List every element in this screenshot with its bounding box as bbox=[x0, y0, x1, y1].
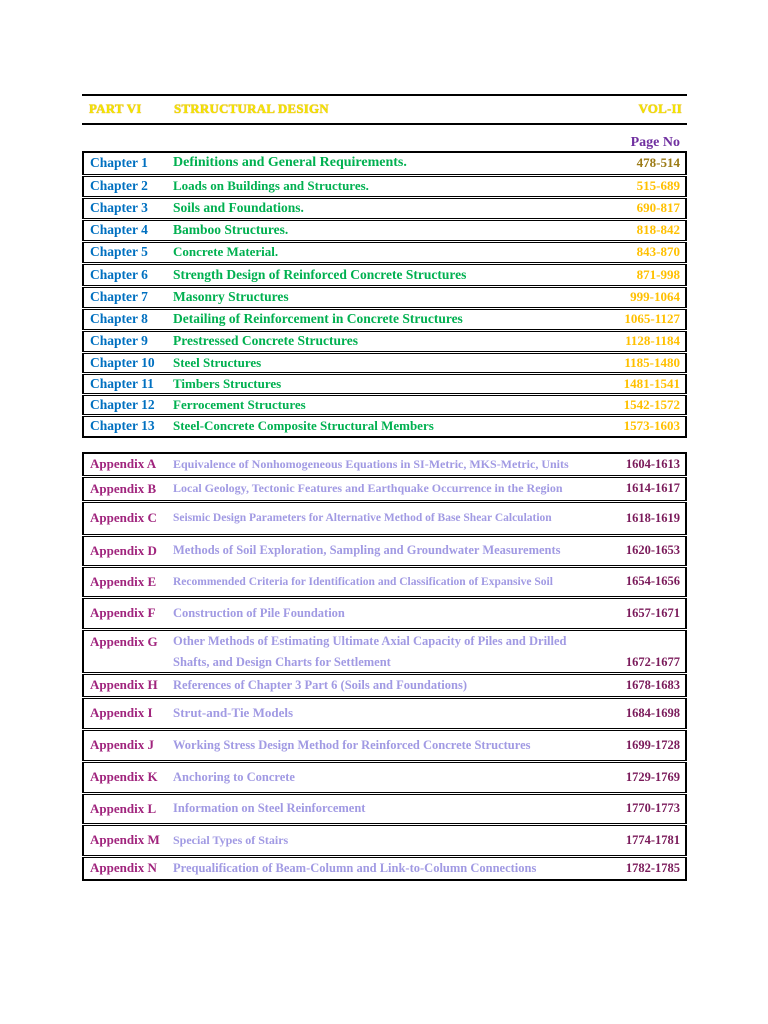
table-row bbox=[83, 373, 686, 394]
table-row bbox=[83, 476, 686, 501]
table-row bbox=[83, 597, 686, 629]
chapter-label: Chapter 6 bbox=[83, 263, 167, 286]
chapter-label: Chapter 1 bbox=[83, 152, 167, 175]
appendix-pages: 1618-1619 bbox=[608, 501, 686, 535]
chapter-pages: 1573-1603 bbox=[598, 415, 686, 437]
table-row bbox=[83, 673, 686, 697]
chapter-title: Timbers Structures bbox=[167, 373, 598, 394]
appendix-title: Methods of Soil Exploration, Sampling and Groundwater Measurements bbox=[167, 535, 608, 566]
chapter-pages: 999-1064 bbox=[598, 286, 686, 308]
table-row bbox=[83, 152, 686, 175]
appendix-pages: 1699-1728 bbox=[608, 729, 686, 761]
appendix-label: Appendix L bbox=[83, 793, 167, 824]
chapter-title: Concrete Material. bbox=[167, 241, 598, 263]
chapter-title: Steel-Concrete Composite Structural Members bbox=[167, 415, 598, 437]
appendix-label: Appendix G bbox=[83, 629, 167, 653]
appendix-title: Recommended Criteria for Identification and Classification of Expansive Soil bbox=[167, 566, 608, 597]
appendix-pages: 1614-1617 bbox=[608, 476, 686, 501]
appendix-title: Other Methods of Estimating Ultimate Axial Capacity of Piles and Drilled bbox=[167, 629, 686, 653]
appendix-pages: 1770-1773 bbox=[608, 793, 686, 824]
chapter-title: Definitions and General Requirements. bbox=[167, 152, 598, 175]
table-row bbox=[83, 352, 686, 373]
table-row bbox=[83, 219, 686, 241]
appendix-title: Special Types of Stairs bbox=[167, 824, 608, 856]
appendix-pages: 1604-1613 bbox=[608, 453, 686, 476]
appendix-pages: 1684-1698 bbox=[608, 697, 686, 729]
chapter-pages: 690-817 bbox=[598, 197, 686, 219]
chapter-title: Soils and Foundations. bbox=[167, 197, 598, 219]
chapter-title: Steel Structures bbox=[167, 352, 598, 373]
chapter-pages: 1481-1541 bbox=[598, 373, 686, 394]
part-label: PART VI bbox=[89, 101, 142, 116]
table-row bbox=[83, 793, 686, 824]
appendix-label: Appendix C bbox=[83, 501, 167, 535]
table-row bbox=[83, 263, 686, 286]
part-title: STRRUCTURAL DESIGN bbox=[174, 101, 329, 116]
header-bottom-rule bbox=[82, 123, 687, 125]
appendix-label: Appendix A bbox=[83, 453, 167, 476]
table-row bbox=[83, 330, 686, 352]
chapter-label: Chapter 11 bbox=[83, 373, 167, 394]
empty-cell bbox=[83, 653, 167, 673]
appendix-pages: 1672-1677 bbox=[608, 653, 686, 673]
table-row bbox=[83, 761, 686, 793]
appendix-title: Strut-and-Tie Models bbox=[167, 697, 608, 729]
table-row bbox=[83, 453, 686, 476]
chapter-label: Chapter 13 bbox=[83, 415, 167, 437]
appendix-label: Appendix N bbox=[83, 856, 167, 880]
table-row bbox=[83, 824, 686, 856]
appendix-label: Appendix F bbox=[83, 597, 167, 629]
appendix-pages: 1782-1785 bbox=[608, 856, 686, 880]
appendix-title: Local Geology, Tectonic Features and Earthquake Occurrence in the Region bbox=[167, 476, 608, 501]
appendix-title: Prequalification of Beam-Column and Link-to-Column Connections bbox=[167, 856, 608, 880]
chapter-label: Chapter 8 bbox=[83, 308, 167, 330]
chapter-pages: 1542-1572 bbox=[598, 394, 686, 415]
chapter-label: Chapter 9 bbox=[83, 330, 167, 352]
table-row bbox=[83, 566, 686, 597]
appendix-pages: 1729-1769 bbox=[608, 761, 686, 793]
appendix-title: Anchoring to Concrete bbox=[167, 761, 608, 793]
appendix-label: Appendix K bbox=[83, 761, 167, 793]
chapter-label: Chapter 12 bbox=[83, 394, 167, 415]
chapter-title: Ferrocement Structures bbox=[167, 394, 598, 415]
table-row bbox=[83, 308, 686, 330]
chapter-pages: 871-998 bbox=[598, 263, 686, 286]
appendix-label: Appendix D bbox=[83, 535, 167, 566]
table-row bbox=[83, 856, 686, 880]
table-row bbox=[83, 729, 686, 761]
table-row bbox=[83, 286, 686, 308]
appendix-title: Construction of Pile Foundation bbox=[167, 597, 608, 629]
appendix-title-continued: Shafts, and Design Charts for Settlement bbox=[167, 653, 608, 673]
chapter-pages: 818-842 bbox=[598, 219, 686, 241]
chapter-label: Chapter 3 bbox=[83, 197, 167, 219]
table-row bbox=[83, 697, 686, 729]
chapter-label: Chapter 2 bbox=[83, 175, 167, 197]
table-row bbox=[83, 501, 686, 535]
chapter-label: Chapter 7 bbox=[83, 286, 167, 308]
appendix-title: Information on Steel Reinforcement bbox=[167, 793, 608, 824]
chapter-title: Bamboo Structures. bbox=[167, 219, 598, 241]
appendix-title: Seismic Design Parameters for Alternative Method of Base Shear Calculation bbox=[167, 501, 608, 535]
appendix-title: References of Chapter 3 Part 6 (Soils and Foundations) bbox=[167, 673, 608, 697]
table-row bbox=[83, 415, 686, 437]
appendix-label: Appendix M bbox=[83, 824, 167, 856]
chapter-label: Chapter 4 bbox=[83, 219, 167, 241]
appendices-table bbox=[82, 452, 687, 881]
chapter-title: Loads on Buildings and Structures. bbox=[167, 175, 598, 197]
chapter-pages: 843-870 bbox=[598, 241, 686, 263]
table-row bbox=[83, 197, 686, 219]
appendix-pages: 1654-1656 bbox=[608, 566, 686, 597]
chapter-pages: 515-689 bbox=[598, 175, 686, 197]
appendix-label: Appendix E bbox=[83, 566, 167, 597]
chapter-label: Chapter 5 bbox=[83, 241, 167, 263]
appendix-label: Appendix J bbox=[83, 729, 167, 761]
chapter-title: Masonry Structures bbox=[167, 286, 598, 308]
chapter-label: Chapter 10 bbox=[83, 352, 167, 373]
table-row bbox=[83, 535, 686, 566]
appendix-label: Appendix I bbox=[83, 697, 167, 729]
header-top-rule bbox=[82, 94, 687, 96]
chapter-pages: 478-514 bbox=[598, 152, 686, 175]
chapter-title: Prestressed Concrete Structures bbox=[167, 330, 598, 352]
chapters-table bbox=[82, 151, 687, 438]
chapter-pages: 1128-1184 bbox=[598, 330, 686, 352]
chapter-title: Detailing of Reinforcement in Concrete Structures bbox=[167, 308, 598, 330]
appendix-pages: 1620-1653 bbox=[608, 535, 686, 566]
chapter-pages: 1065-1127 bbox=[598, 308, 686, 330]
appendix-label: Appendix H bbox=[83, 673, 167, 697]
chapter-pages: 1185-1480 bbox=[598, 352, 686, 373]
table-row bbox=[83, 175, 686, 197]
appendix-pages: 1657-1671 bbox=[608, 597, 686, 629]
table-row bbox=[83, 241, 686, 263]
table-row bbox=[83, 394, 686, 415]
appendix-pages: 1678-1683 bbox=[608, 673, 686, 697]
appendix-title: Equivalence of Nonhomogeneous Equations in SI-Metric, MKS-Metric, Units bbox=[167, 453, 608, 476]
appendix-title: Working Stress Design Method for Reinforced Concrete Structures bbox=[167, 729, 608, 761]
chapter-title: Strength Design of Reinforced Concrete Structures bbox=[167, 263, 598, 286]
page-no-heading: Page No bbox=[630, 135, 680, 150]
table-row bbox=[83, 653, 686, 673]
table-row bbox=[83, 629, 686, 653]
volume-label: VOL-II bbox=[638, 101, 682, 116]
appendix-label: Appendix B bbox=[83, 476, 167, 501]
appendix-pages: 1774-1781 bbox=[608, 824, 686, 856]
